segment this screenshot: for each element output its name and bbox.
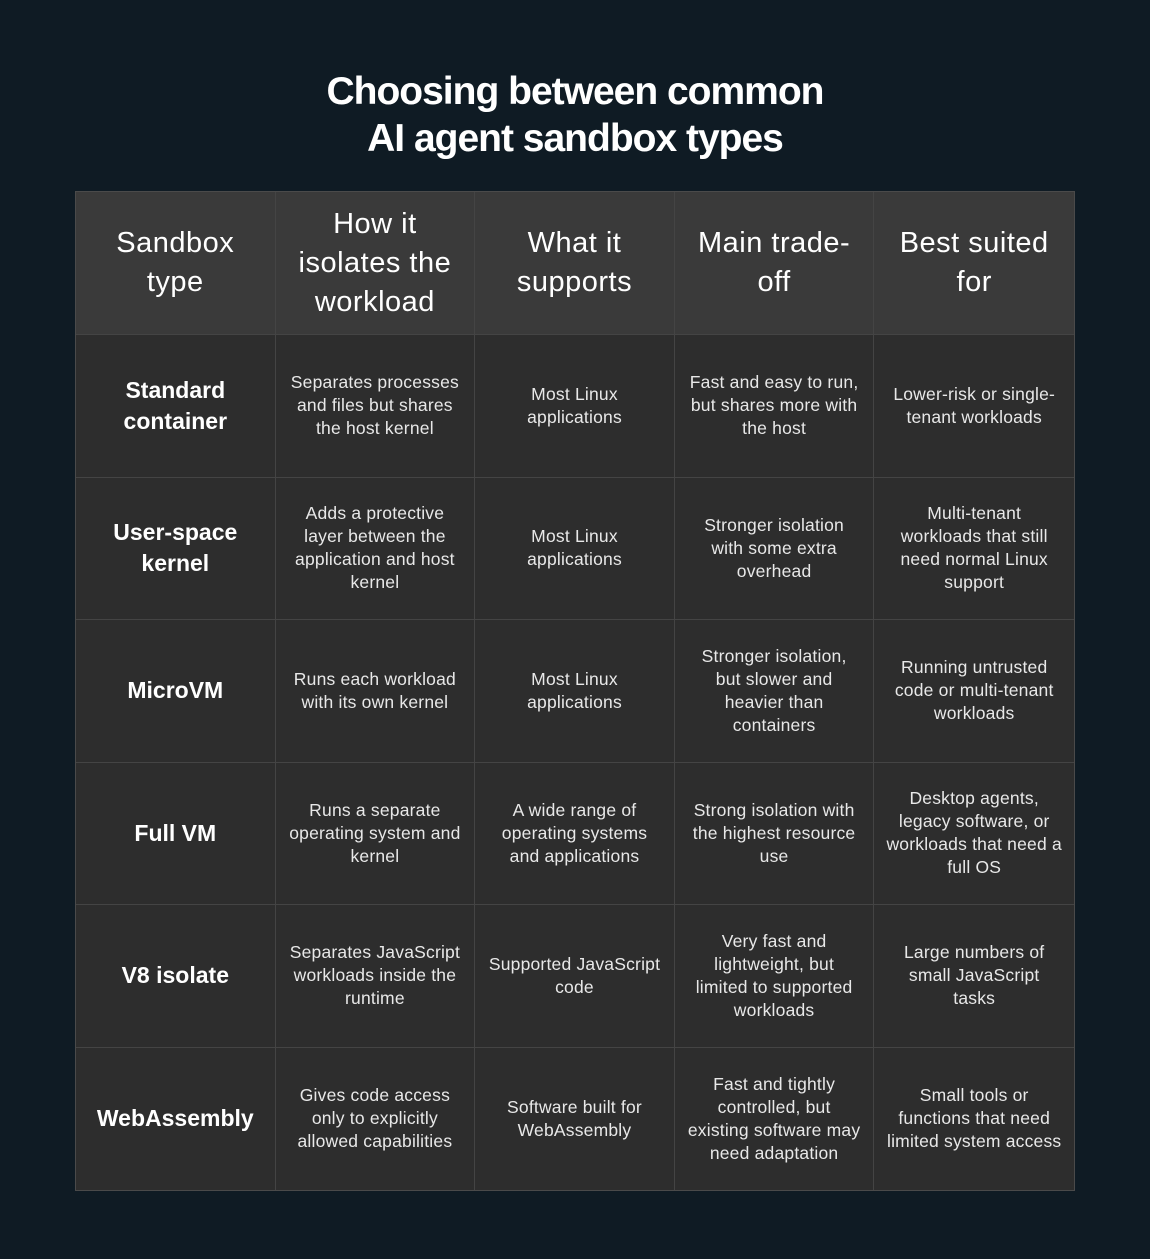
row-6-supports: Software built for WebAssembly [475,1048,675,1191]
row-1-tradeoff: Fast and easy to run, but shares more with the host [675,335,875,478]
row-6-type: WebAssembly [76,1048,276,1191]
row-4-type: Full VM [76,763,276,906]
row-1-isolation: Separates processes and files but shares the host kernel [276,335,476,478]
header-supports: What it supports [475,192,675,335]
row-2-type: User-space kernel [76,478,276,621]
row-4-supports: A wide range of operating systems and applications [475,763,675,906]
row-6-isolation: Gives code access only to explicitly allowed capabilities [276,1048,476,1191]
row-4-isolation: Runs a separate operating system and kernel [276,763,476,906]
title-line-1: Choosing between common [326,70,824,113]
header-tradeoff: Main trade-off [675,192,875,335]
row-5-type: V8 isolate [76,905,276,1048]
row-5-isolation: Separates JavaScript workloads inside the runtime [276,905,476,1048]
row-5-tradeoff: Very fast and lightweight, but limited to supported workloads [675,905,875,1048]
header-sandbox-type: Sandbox type [76,192,276,335]
row-3-supports: Most Linux applications [475,620,675,763]
row-5-supports: Supported JavaScript code [475,905,675,1048]
comparison-table [75,191,1075,1191]
row-2-best-for: Multi-tenant workloads that still need normal Linux support [874,478,1074,621]
row-6-tradeoff: Fast and tightly controlled, but existing software may need adaptation [675,1048,875,1191]
row-3-tradeoff: Stronger isolation, but slower and heavier than containers [675,620,875,763]
header-best-for: Best suited for [874,192,1074,335]
header-isolation: How it isolates the workload [276,192,476,335]
row-4-best-for: Desktop agents, legacy software, or workloads that need a full OS [874,763,1074,906]
row-3-best-for: Running untrusted code or multi-tenant workloads [874,620,1074,763]
title-line-2: AI agent sandbox types [367,117,783,160]
row-2-tradeoff: Stronger isolation with some extra overhead [675,478,875,621]
page-title [0,68,1150,162]
row-3-isolation: Runs each workload with its own kernel [276,620,476,763]
row-6-best-for: Small tools or functions that need limited system access [874,1048,1074,1191]
row-1-best-for: Lower-risk or single-tenant workloads [874,335,1074,478]
row-4-tradeoff: Strong isolation with the highest resource use [675,763,875,906]
row-1-supports: Most Linux applications [475,335,675,478]
row-2-isolation: Adds a protective layer between the application and host kernel [276,478,476,621]
row-1-type: Standard container [76,335,276,478]
row-5-best-for: Large numbers of small JavaScript tasks [874,905,1074,1048]
row-2-supports: Most Linux applications [475,478,675,621]
row-3-type: MicroVM [76,620,276,763]
